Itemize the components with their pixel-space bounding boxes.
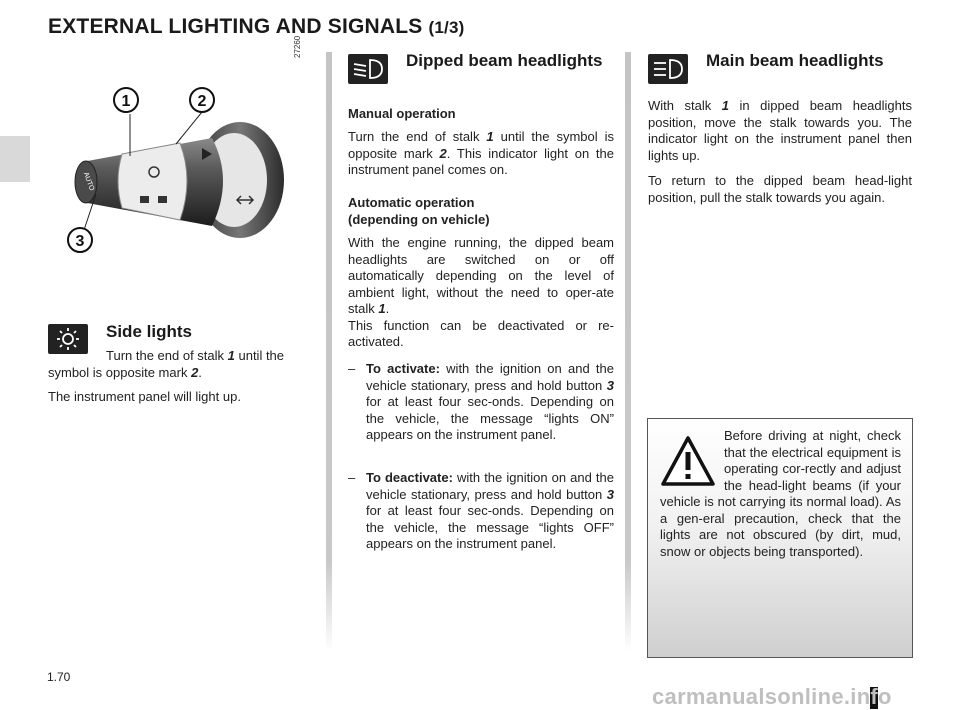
main-beam-text-b: in dipped beam headlights position, move the stalk towards you. The indicator light on the instrument panel then lights up. [648, 98, 912, 163]
auto-text-b: . [385, 301, 390, 316]
activate-label: To activate: [366, 361, 440, 376]
main-beam-paragraph-2: To return to the dipped beam head-light position, pull the stalk towards you again. [648, 173, 912, 205]
main-beam-text-a: With stalk [648, 98, 722, 113]
page-title-part: (1/3) [428, 18, 465, 37]
automatic-operation-title [348, 195, 490, 228]
side-lights-paragraph-1 [48, 348, 312, 381]
stalk-dial [118, 143, 187, 220]
dipped-beam-heading: Dipped beam headlights [406, 51, 603, 70]
manual-text-a: Turn the end of stalk [348, 129, 487, 144]
side-lights-ref-mark: 2 [191, 364, 199, 380]
lighting-stalk-illustration [62, 80, 292, 260]
stalk-auto-label: AUTO [81, 171, 96, 192]
warning-content [660, 428, 901, 560]
automatic-title-2: (depending on vehicle) [348, 211, 490, 227]
deactivate-instruction [348, 470, 614, 553]
column-divider-left [326, 52, 332, 652]
manual-text-b: until the symbol is opposite mark [348, 129, 615, 161]
figure-code: 27260 [293, 35, 302, 58]
manual-ref-stalk: 1 [486, 129, 494, 144]
main-beam-heading: Main beam headlights [706, 51, 884, 70]
dipped-beam-icon [348, 54, 388, 84]
manual-text-c: . This indicator light on the instrument panel comes on. [348, 145, 614, 177]
column-divider-right [625, 52, 631, 652]
manual-ref-mark: 2 [439, 145, 447, 161]
activate-dash: – [348, 361, 356, 376]
automatic-operation-text [348, 235, 614, 351]
auto-text-c: This function can be deactivated or re-activated. [348, 317, 614, 349]
page-number: 1.70 [47, 670, 71, 684]
deactivate-ref-button: 3 [606, 486, 614, 502]
side-lights-text-c: . [198, 364, 202, 380]
deactivate-text-b: for at least four sec-onds. Depending on the vehicle, the message “lights OFF” appears on the instrument panel. [366, 503, 614, 551]
main-beam-ref-stalk: 1 [721, 98, 729, 113]
chapter-tab [0, 136, 30, 182]
side-lights-text-a: Turn the end of stalk [106, 348, 228, 363]
auto-ref-stalk: 1 [378, 301, 386, 316]
side-lights-ref-stalk: 1 [227, 348, 235, 363]
callout-1: 1 [121, 93, 131, 110]
manual-operation-text [348, 129, 614, 179]
activate-text-b: for at least four sec-onds. Depending on the vehicle, the message “lights ON” appears on the instrument panel. [366, 394, 614, 442]
deactivate-text-a: with the ignition on and the vehicle stationary, press and hold button [366, 470, 614, 502]
callout-2-leader [176, 112, 202, 144]
page-title [48, 15, 465, 39]
callout-3: 3 [75, 233, 85, 250]
watermark: carmanualsonline.info [652, 684, 892, 709]
page-title-text: EXTERNAL LIGHTING AND SIGNALS [48, 15, 423, 38]
side-lights-paragraph-2: The instrument panel will light up. [48, 389, 241, 404]
side-lights-text-b: until the symbol is opposite mark [48, 348, 285, 380]
deactivate-dash: – [348, 470, 356, 485]
activate-instruction [348, 361, 614, 444]
manual-operation-title: Manual operation [348, 106, 456, 121]
warning-box [647, 418, 913, 658]
deactivate-label: To deactivate: [366, 470, 453, 485]
activate-ref-button: 3 [606, 377, 614, 393]
warning-text: Before driving at night, check that the electrical equipment is operating cor-rectly and adjust the head-light beams (if your vehicle is not carrying its normal load). As a gen-eral precaution, check that the lights are not obscured (by dirt, mud, snow or objects being transported). [660, 428, 901, 559]
main-beam-paragraph-1 [648, 98, 912, 164]
auto-text-a: With the engine running, the dipped beam headlights are switched on or off automatically depending on the level of ambient light, without the need to oper-ate stalk [348, 235, 614, 316]
warning-triangle-icon [660, 434, 716, 488]
side-lights-heading: Side lights [106, 322, 192, 341]
activate-text-a: with the ignition on and the vehicle stationary, press and hold button [366, 361, 615, 393]
callout-2: 2 [197, 93, 207, 110]
automatic-title-1: Automatic operation [348, 195, 475, 210]
main-beam-icon [648, 54, 688, 84]
